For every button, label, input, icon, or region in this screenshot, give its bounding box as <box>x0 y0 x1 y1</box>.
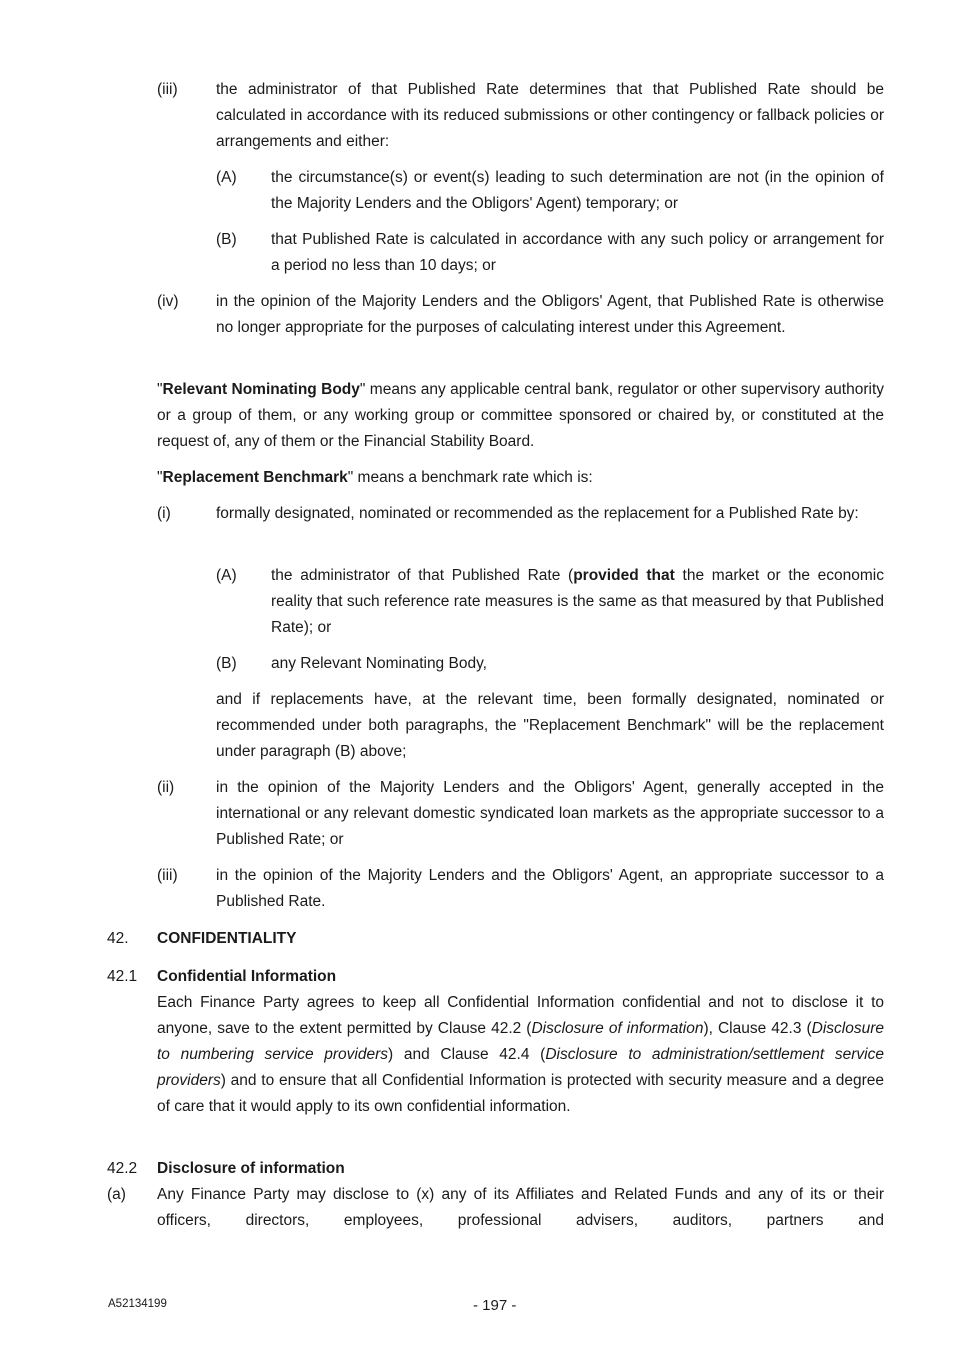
subsection-title: Confidential Information <box>157 968 337 985</box>
subclause-label: (A) <box>216 567 237 584</box>
section-title: CONFIDENTIALITY <box>157 930 297 947</box>
document-reference: A52134199 <box>108 1298 167 1310</box>
clause-text: in the opinion of the Majority Lenders and the Obligors' Agent, that Published Rate is otherwise no longer appropriate for the purposes of calculating interest under this Agreement. <box>216 293 884 336</box>
definition-relevant-nominating-body: "Relevant Nominating Body" means any applicable central bank, regulator or other supervisory authority or a group of them, or any working group or committee sponsored or chaired by, or constituted at the request of, any of them or the Financial Stability Board. <box>157 381 885 450</box>
definition-replacement-benchmark: "Replacement Benchmark" means a benchmark rate which is: <box>157 469 593 486</box>
subclause-text: that Published Rate is calculated in accordance with any such policy or arrangement for a period no less than 10 days; or <box>271 231 884 274</box>
subclause-label: (B) <box>216 231 237 248</box>
definition-text: " means a benchmark rate which is: <box>347 469 593 486</box>
clause-label: (i) <box>157 505 171 522</box>
subclause-text: any Relevant Nominating Body, <box>271 655 487 672</box>
subclause-text: the administrator of that Published Rate (provided that the market or the economic reality that such reference rate measures is the same as that measured by that Published Rate); or <box>271 567 884 636</box>
paragraph-label: (a) <box>107 1186 126 1203</box>
section-number: 42. <box>107 930 129 947</box>
clause-label: (ii) <box>157 779 175 796</box>
confidential-information-text: Each Finance Party agrees to keep all Confidential Information confidential and not to disclose it to anyone, save to the extent permitted by Clause 42.2 (Disclosure of information), Clause 42.3 (Disclosure to numbering service providers) and Clause 42.4 (Disclosure to administration/settlement service providers) and to ensure that all Confidential Information is protected with security measure and a degree of care that it would apply to its own confidential information. <box>157 994 884 1115</box>
subsection-number: 42.2 <box>107 1160 138 1177</box>
definition-text: " means any applicable central bank, regulator or other supervisory authority or a group of them, or any working group or committee sponsored or chaired by, or constituted at the request of, any of them or the Financial Stability Board. <box>157 381 885 450</box>
subclause-label: (A) <box>216 169 237 186</box>
clause-label: (iv) <box>157 293 179 310</box>
subsection-title: Disclosure of information <box>157 1160 345 1177</box>
paragraph-text: Any Finance Party may disclose to (x) any of its Affiliates and Related Funds and any of its or their officers, directors, employees, professional advisers, auditors, partners and <box>157 1186 884 1229</box>
clause-text: formally designated, nominated or recommended as the replacement for a Published Rate by: <box>216 505 859 522</box>
clause-text: in the opinion of the Majority Lenders and the Obligors' Agent, generally accepted in the international or any relevant domestic syndicated loan markets as the appropriate successor to a Published Rate; or <box>216 779 884 848</box>
clause-text: in the opinion of the Majority Lenders and the Obligors' Agent, an appropriate successor to a Published Rate. <box>216 867 884 910</box>
subclause-text: the circumstance(s) or event(s) leading to such determination are not (in the opinion of the Majority Lenders and the Obligors' Agent) temporary; or <box>271 169 884 212</box>
emphasis-bold: provided that <box>573 567 675 584</box>
subclause-label: (B) <box>216 655 237 672</box>
clause-tail-text: and if replacements have, at the relevant time, been formally designated, nominated or recommended under both paragraphs, the "Replacement Benchmark" will be the replacement under paragraph (B) above; <box>216 691 884 760</box>
defined-term: Replacement Benchmark <box>162 469 348 486</box>
page-number: - 197 - <box>473 1297 517 1314</box>
subsection-number: 42.1 <box>107 968 138 985</box>
clause-label: (iii) <box>157 81 178 98</box>
clause-text: the administrator of that Published Rate determines that that Published Rate should be calculated in accordance with its reduced submissions or other contingency or fallback policies or arrangements and either: <box>216 81 884 150</box>
clause-label: (iii) <box>157 867 178 884</box>
defined-term: Relevant Nominating Body <box>162 381 360 398</box>
